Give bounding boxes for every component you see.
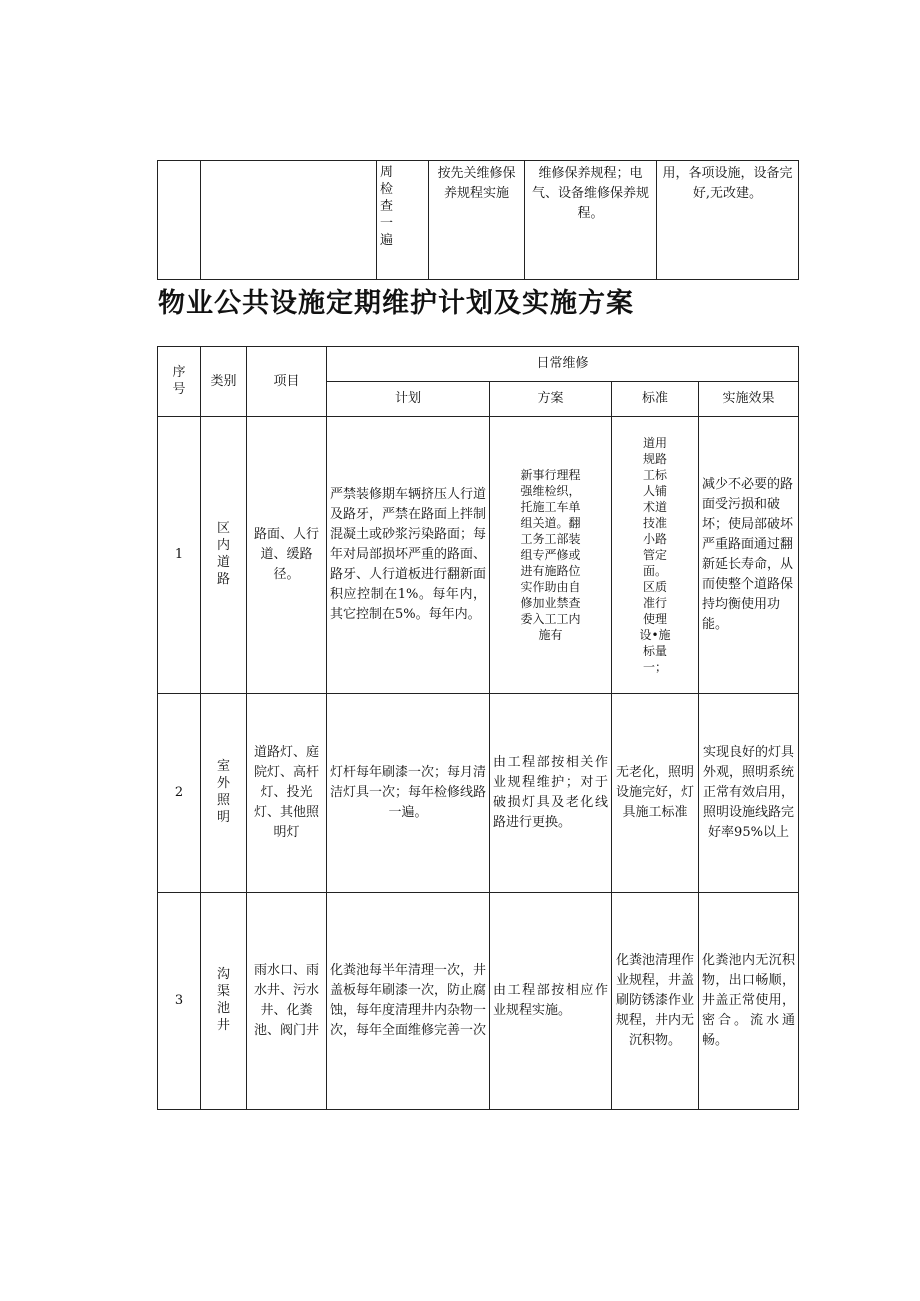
row-scheme: 新事行理程强维检织，托施工车单组关道。翻工务工部装组专严修或进有施路位实作助由自修加业禁查委入工工内施有 bbox=[490, 417, 612, 694]
fragment-scheme: 按先关维修保养规程实施 bbox=[429, 161, 525, 280]
row-item: 雨水口、雨水井、污水井、化粪池、阀门井 bbox=[247, 893, 327, 1110]
header-scheme: 方案 bbox=[490, 382, 612, 417]
header-standard: 标准 bbox=[612, 382, 699, 417]
row-standard: 化粪池清理作业规程，井盖刷防锈漆作业规程，井内无沉积物。 bbox=[612, 893, 699, 1110]
row-category: 区内道路 bbox=[201, 417, 247, 694]
table-row bbox=[158, 417, 799, 694]
row-seq: 2 bbox=[158, 694, 201, 893]
row-category: 沟渠池井 bbox=[201, 893, 247, 1110]
table-row bbox=[158, 694, 799, 893]
fragment-cell-empty-2 bbox=[201, 161, 377, 280]
fragment-frequency: 周检查一遍 bbox=[377, 161, 429, 280]
header-item: 项目 bbox=[247, 347, 327, 417]
row-effect: 减少不必要的路面受污损和破坏；使局部破坏严重路面通过翻新延长寿命，从而使整个道路保持均衡使用功能。 bbox=[699, 417, 799, 694]
row-effect: 实现良好的灯具外观，照明系统正常有效启用，照明设施线路完好率95%以上 bbox=[699, 694, 799, 893]
header-daily-maintenance: 日常维修 bbox=[327, 347, 799, 382]
fragment-cell-empty-1 bbox=[158, 161, 201, 280]
fragment-standard: 维修保养规程；电气、设备维修保养规程。 bbox=[525, 161, 657, 280]
row-item: 路面、人行道、缓路径。 bbox=[247, 417, 327, 694]
row-effect: 化粪池内无沉积物，出口畅顺，井盖正常使用，密合。流水通畅。 bbox=[699, 893, 799, 1110]
continued-table bbox=[157, 160, 799, 280]
fragment-effect: 用，各项设施，设备完好,无改建。 bbox=[657, 161, 799, 280]
row-plan: 严禁装修期车辆挤压人行道及路牙，严禁在路面上拌制混凝土或砂浆污染路面；每年对局部损坏严重的路面、路牙、人行道板进行翻新面积应控制在1%。每年内，其它控制在5%。每年内。 bbox=[327, 417, 490, 694]
header-category: 类别 bbox=[201, 347, 247, 417]
row-plan: 化粪池每半年清理一次，井盖板每年刷漆一次，防止腐蚀，每年度清理井内杂物一次，每年全面维修完善一次 bbox=[327, 893, 490, 1110]
row-standard: 道用规路工标人铺术道技准小路管定面。区质准行使理设•施标量一； bbox=[612, 417, 699, 694]
row-category: 室外照明 bbox=[201, 694, 247, 893]
row-scheme: 由工程部按相应作业规程实施。 bbox=[490, 893, 612, 1110]
table-row bbox=[158, 893, 799, 1110]
page-title: 物业公共设施定期维护计划及实施方案 bbox=[158, 288, 634, 319]
maintenance-plan-table bbox=[157, 346, 799, 1110]
row-seq: 3 bbox=[158, 893, 201, 1110]
row-plan: 灯杆每年刷漆一次；每月清洁灯具一次；每年检修线路一遍。 bbox=[327, 694, 490, 893]
header-plan: 计划 bbox=[327, 382, 490, 417]
row-standard: 无老化，照明设施完好，灯具施工标准 bbox=[612, 694, 699, 893]
row-seq: 1 bbox=[158, 417, 201, 694]
header-effect: 实施效果 bbox=[699, 382, 799, 417]
row-scheme: 由工程部按相关作业规程维护；对于破损灯具及老化线路进行更换。 bbox=[490, 694, 612, 893]
header-seq: 序号 bbox=[158, 347, 201, 417]
row-item: 道路灯、庭院灯、高杆灯、投光灯、其他照明灯 bbox=[247, 694, 327, 893]
